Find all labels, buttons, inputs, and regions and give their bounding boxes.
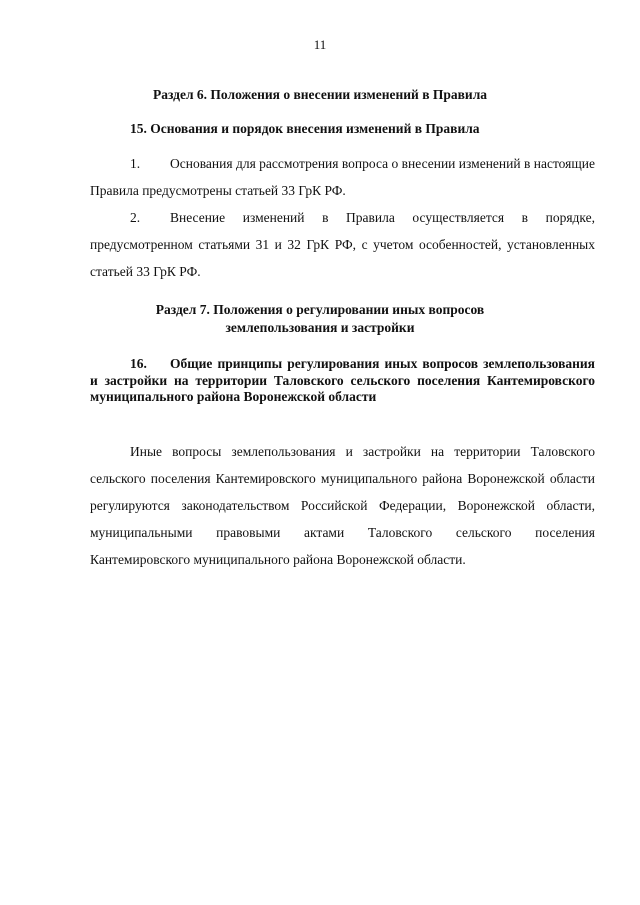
item-number: 1. [130, 156, 141, 171]
article-number: 16. [130, 356, 147, 371]
article-16-heading [90, 356, 595, 406]
article-title-text: Общие принципы регулирования иных вопросов землепользования и застройки на территории Таловского сельского поселения Кантемировского муниципального района Воронежской области [90, 356, 595, 404]
article-15-item-2 [90, 204, 595, 285]
article-15-item-1 [90, 150, 595, 204]
item-text: Внесение изменений в Правила осуществляется в порядке, предусмотренном статьями 31 и 32 ГрК РФ, с учетом особенностей, установленных статьей 33 ГрК РФ. [90, 210, 595, 279]
article-15-heading: 15. Основания и порядок внесения изменений в Правила [130, 121, 480, 136]
section-6-heading: Раздел 6. Положения о внесении изменений в Правила [152, 87, 488, 102]
article-16-body: Иные вопросы землепользования и застройки на территории Таловского сельского поселения Кантемировского муниципального района Воронежской области регулируются законодательством Российской Федерации, Воронежской области, муниципальными правовыми актами Таловского сельского поселения Кантемировского муниципального района Воронежской области. [90, 444, 595, 567]
item-number: 2. [130, 210, 141, 225]
section-7-heading-line-2: землепользования и застройки [225, 320, 415, 335]
item-text: Основания для рассмотрения вопроса о внесении изменений в настоящие Правила предусмотрены статьей 33 ГрК РФ. [90, 156, 595, 198]
section-7-heading-line-1: Раздел 7. Положения о регулировании иных вопросов [155, 302, 485, 317]
page-number: 11 [313, 37, 327, 52]
